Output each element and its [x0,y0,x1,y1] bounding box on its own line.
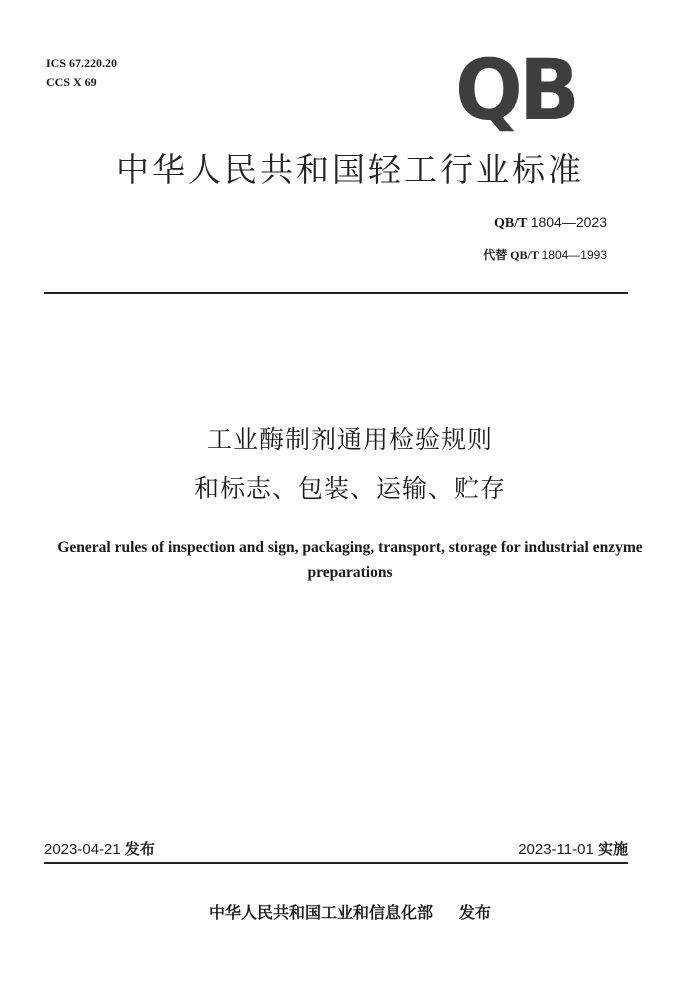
en-title: General rules of inspection and sign, packaging, transport, storage for industrial enzyme preparations [57,539,643,581]
issue-date-label: 发布 [124,840,155,858]
replaced-standard [483,246,607,263]
bottom-divider [44,862,628,864]
qb-logo: QB [455,41,577,139]
ics-code: ICS 67.220.20 [46,56,118,70]
standard-number-prefix: QB/T [494,216,528,231]
classification-codes [46,54,117,92]
issue-date-value: 2023-04-21 [44,841,121,858]
publisher [0,900,700,923]
publisher-name: 中华人民共和国工业和信息化部 [208,903,433,922]
standard-number-value: 1804—2023 [530,214,607,230]
publisher-label: 发布 [459,903,492,922]
top-divider [44,292,628,294]
implementation-date [518,838,628,859]
implementation-date-label: 实施 [597,840,628,858]
replaced-standard-prefix: 代替 QB/T [483,248,539,262]
ccs-code: CCS X 69 [46,75,97,89]
cn-title-line2: 和标志、包装、运输、贮存 [193,474,506,503]
issue-date [44,838,155,859]
implementation-date-value: 2023-11-01 [518,841,594,858]
replaced-standard-value: 1804—1993 [541,248,607,262]
standard-category-title: 中华人民共和国轻工行业标准 [116,150,584,189]
standard-number [494,214,607,232]
cn-title-line1: 工业酶制剂通用检验规则 [206,425,493,454]
